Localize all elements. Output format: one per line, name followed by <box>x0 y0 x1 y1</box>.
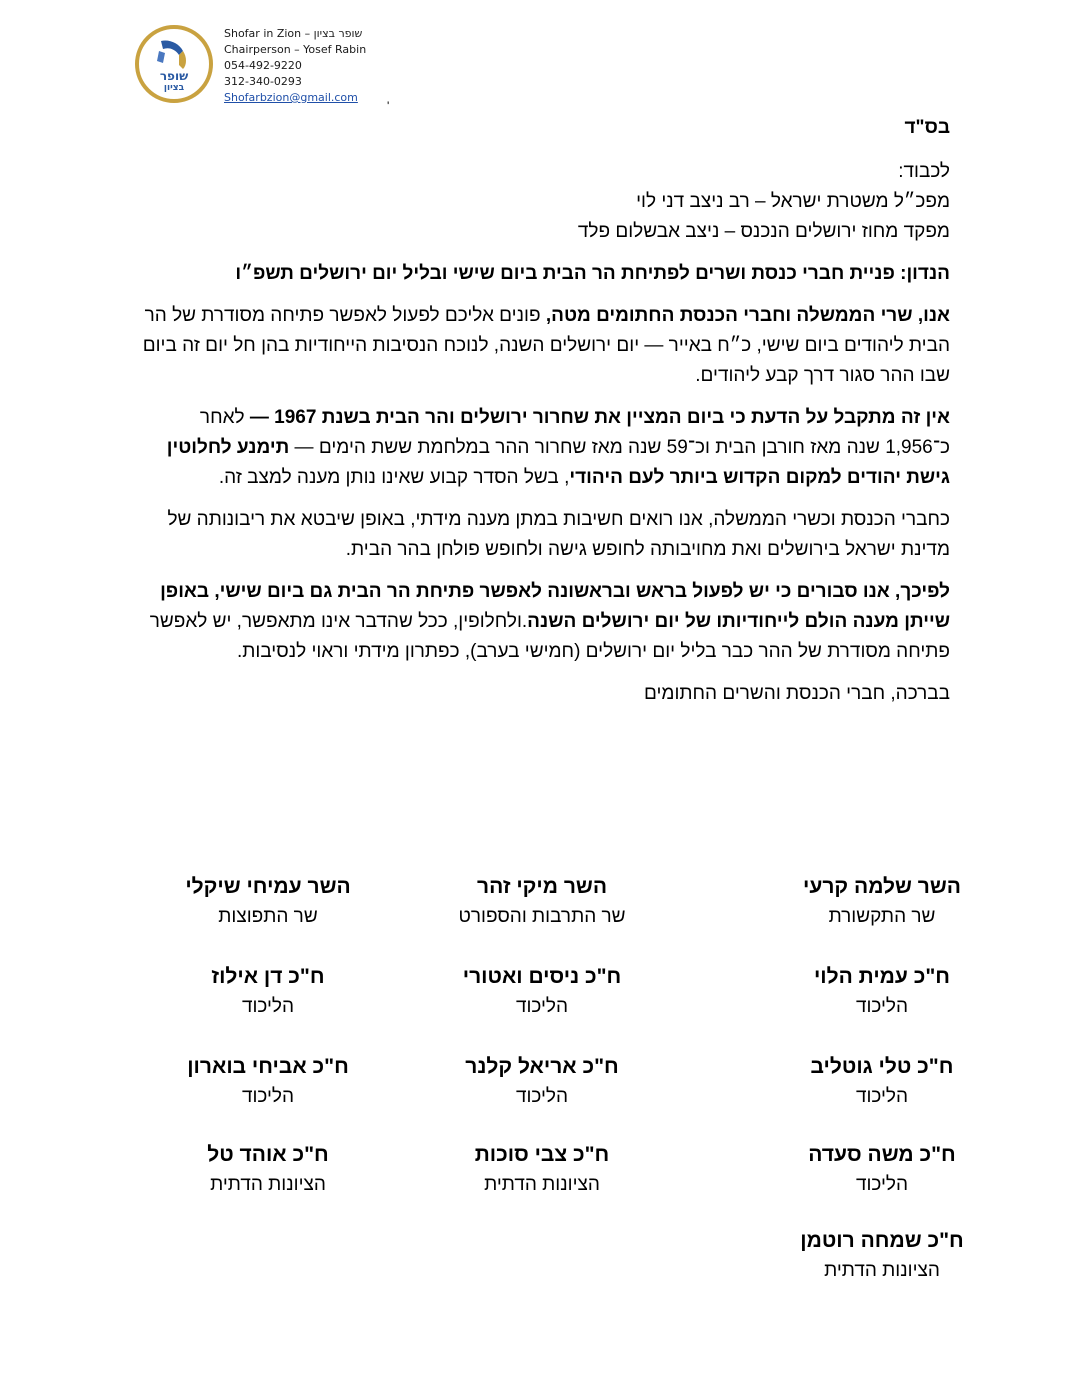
recipient-1: מפכ״ל משטרת ישראל – רב ניצב דני לוי <box>636 191 950 212</box>
signer-role: הליכוד <box>855 996 909 1017</box>
signer <box>752 962 1012 1022</box>
org-contact-block <box>224 26 366 106</box>
signer-role: הליכוד <box>855 1174 909 1195</box>
signer-name: ח"כ אריאל קלנר <box>465 1055 619 1078</box>
signer <box>412 872 672 932</box>
signer <box>138 962 398 1022</box>
signer-name: ח"כ שמחה רוטמן <box>800 1229 964 1252</box>
paragraph-3: כחברי הכנסת וכשרי הממשלה, אנו רואים חשיבות במתן מענה מידתי, באופן שיבטא את ריבונותה של מדינת ישראל בירושלים ואת מחויבותה לחופש גישה ולחופש פולחן בהר הבית. <box>167 509 950 560</box>
signer <box>752 872 1012 932</box>
signer-name: ח"כ אביחי בוארון <box>187 1055 349 1078</box>
signer <box>752 1226 1012 1286</box>
signer-role: הליכוד <box>241 1086 295 1107</box>
signer <box>138 1052 398 1112</box>
signer-name: ח"כ משה סעדה <box>808 1143 956 1166</box>
phone-2: 312-340-0293 <box>224 75 302 88</box>
signer-name: ח"כ טלי גוטליב <box>810 1055 954 1078</box>
signer-role: שר התפוצות <box>218 906 318 927</box>
paragraph-1 <box>135 301 950 391</box>
logo-text-bottom: בציון <box>163 83 185 93</box>
recipient-2: מפקד מחוז ירושלים הנכנס – ניצב אבשלום פלד <box>577 221 950 242</box>
signer-name: ח"כ ניסים ואטורי <box>462 965 622 988</box>
signer-name: ח"כ עמית הלוי <box>813 965 951 988</box>
org-logo <box>135 25 213 103</box>
signer-name: השר מיקי זהר <box>476 875 608 898</box>
p2-text-end: , בשל הסדר קבוע שאינו נותן מענה למצב זה. <box>218 467 570 488</box>
stray-mark: ' <box>387 99 390 113</box>
logo-text-top: שופר <box>159 69 189 83</box>
signer-role: הליכוד <box>515 996 569 1017</box>
p1-bold: אנו, שרי הממשלה וחברי הכנסת החתומים מטה, <box>545 305 950 326</box>
bsd-heading: בס"ד <box>904 117 950 138</box>
subject-line: הנדון: פניית חברי כנסת ושרים לפתיחת הר הבית ביום שישי ובליל יום ירושלים תשפ״ו <box>235 263 950 284</box>
closing-line: בברכה, חברי הכנסת והשרים החתומים <box>643 683 950 704</box>
letter-body <box>135 113 950 719</box>
signer-name: ח"כ דן אילוז <box>211 965 325 988</box>
signer-role: שר התרבות והספורט <box>458 906 626 927</box>
signatories <box>135 872 964 1292</box>
signer-role: הציונות הדתית <box>824 1260 940 1281</box>
signer-name: השר שלמה קרעי <box>803 875 961 898</box>
signer <box>412 1140 672 1200</box>
paragraph-4 <box>135 577 950 667</box>
p2-text-mid: לאחר כ־1,956 שנה מאז חורבן הבית וכ־59 שנה מאז שחרור ההר במלחמת ששת הימים — <box>199 407 950 458</box>
address-block <box>135 157 950 247</box>
p1-text: פונים אליכם לפעול לאפשר פתיחה מסודרת של הר הבית ליהודים ביום שישי, כ״ח באייר — יום ירושלים השנה, לנוכח הנסיבות הייחודיות בהן חל יום זה ביום שבו ההר סגור דרך קבע ליהודים. <box>142 305 950 386</box>
signer <box>412 1052 672 1112</box>
p4-text: .ולחלופין, ככל שהדבר אינו מתאפשר, יש לאפשר פתיחה מסודרת של ההר כבר בליל יום ירושלים (חמישי בערב), כפתרון מידתי וראוי לנסיבות. <box>149 611 950 662</box>
signer-name: ח"כ אוהד טל <box>207 1143 329 1166</box>
signer-name: ח"כ צבי סוכות <box>474 1143 610 1166</box>
paragraph-2 <box>135 403 950 493</box>
signer <box>138 872 398 932</box>
signer-role: הליכוד <box>241 996 295 1017</box>
p4-bold: לפיכך, אנו סבורים כי יש לפעול בראש ובראשונה לאפשר פתיחת הר הבית גם ביום שישי, באופן שייתן מענה הולם לייחודיותו של יום ירושלים השנה <box>160 581 950 632</box>
chairperson: Chairperson – Yosef Rabin <box>224 43 367 56</box>
signer <box>752 1052 1012 1112</box>
signer-role: שר התקשורת <box>828 906 936 927</box>
signer-name: השר עמיחי שיקלי <box>185 875 351 898</box>
signer <box>138 1140 398 1200</box>
signer-role: הציונות הדתית <box>210 1174 326 1195</box>
p2-bold-1: אין זה מתקבל על הדעת כי ביום המציין את שחרור ירושלים והר הבית בשנת 1967 — <box>249 407 950 428</box>
email-link[interactable]: Shofarbzion@gmail.com <box>224 91 358 104</box>
signer <box>752 1140 1012 1200</box>
to-label: לכבוד: <box>898 161 950 182</box>
signer-role: הליכוד <box>855 1086 909 1107</box>
phone-1: 054-492-9220 <box>224 59 302 72</box>
org-name: Shofar in Zion – שופר בציון <box>224 27 363 40</box>
p2-bold-2: תימנע לחלוטין גישת יהודים למקום הקדוש ביותר לעם היהודי <box>166 437 950 488</box>
signer-role: הליכוד <box>515 1086 569 1107</box>
signer <box>412 962 672 1022</box>
signer-role: הציונות הדתית <box>484 1174 600 1195</box>
